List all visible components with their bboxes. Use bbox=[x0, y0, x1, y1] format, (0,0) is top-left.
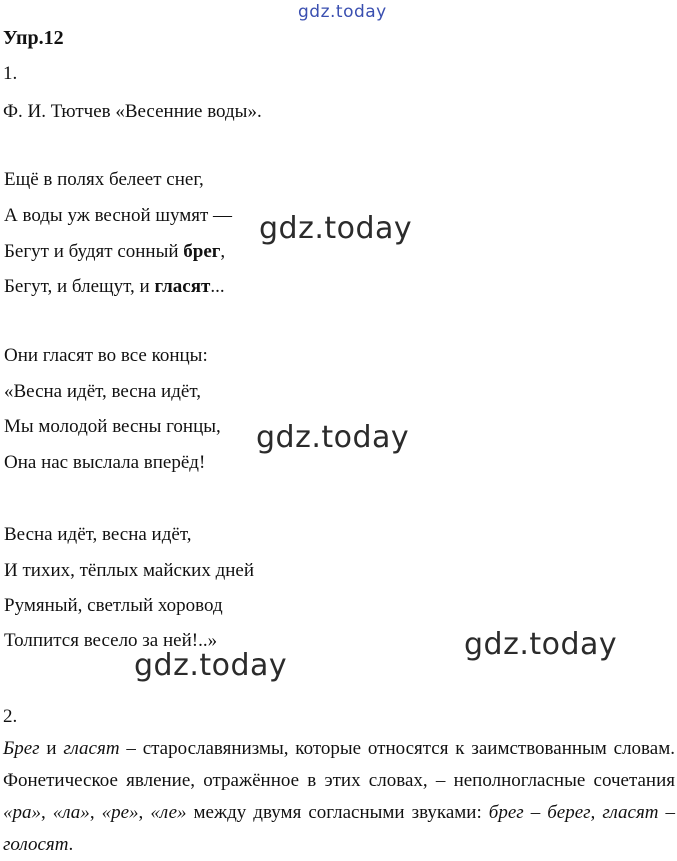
exercise-title: Упр.12 bbox=[3, 27, 64, 49]
examples: брег – берег, гласят – голосят bbox=[3, 802, 676, 855]
poem-line: Ещё в полях белеет снег, bbox=[4, 169, 204, 190]
watermark: gdz.today bbox=[464, 627, 618, 662]
poem-line: Бегут и будят сонный брег, bbox=[4, 241, 226, 262]
poem-line: Они гласят во все концы: bbox=[4, 345, 208, 366]
combination-le: «ле» bbox=[150, 802, 187, 823]
poem-line: Мы молодой весны гонцы, bbox=[4, 416, 221, 437]
section-2-paragraph: Брег и гласят – старославянизмы, которые относятся к заимствованным словам. Фонетическое явление, отражённое в этих словах, – неполногласные сочетания «ра», «ла», «ре», «ле» между двумя согласными звуками: брег – берег, гласят – голосят. bbox=[3, 738, 676, 855]
section-2-number: 2. bbox=[3, 706, 18, 727]
italic-glasyat: гласят bbox=[63, 738, 120, 759]
watermark-top: gdz.today bbox=[298, 2, 387, 22]
poem-line: Она нас выслала вперёд! bbox=[4, 452, 206, 473]
poem-line: Румяный, светлый хоровод bbox=[4, 595, 223, 616]
poem-line: Бегут, и блещут, и гласят... bbox=[4, 276, 225, 297]
poem-line: И тихих, тёплых майских дней bbox=[4, 560, 255, 581]
watermark: gdz.today bbox=[259, 211, 413, 246]
watermark: gdz.today bbox=[256, 420, 410, 455]
combination-la: «ла» bbox=[52, 802, 90, 823]
bold-word-glasyat: гласят bbox=[154, 276, 211, 297]
bold-word-breg: брег bbox=[183, 241, 221, 262]
poem-line: «Весна идёт, весна идёт, bbox=[4, 381, 201, 402]
combination-ra: «ра» bbox=[3, 802, 41, 823]
watermark: gdz.today bbox=[134, 648, 288, 683]
poem-line: Толпится весело за ней!..» bbox=[4, 630, 218, 651]
italic-breg: Брег bbox=[3, 738, 40, 759]
poem-line: Весна идёт, весна идёт, bbox=[4, 524, 192, 545]
poem-author-title: Ф. И. Тютчев «Весенние воды». bbox=[3, 101, 262, 122]
poem-line: А воды уж весной шумят — bbox=[4, 205, 233, 226]
combination-re: «ре» bbox=[101, 802, 139, 823]
section-1-number: 1. bbox=[3, 63, 18, 84]
